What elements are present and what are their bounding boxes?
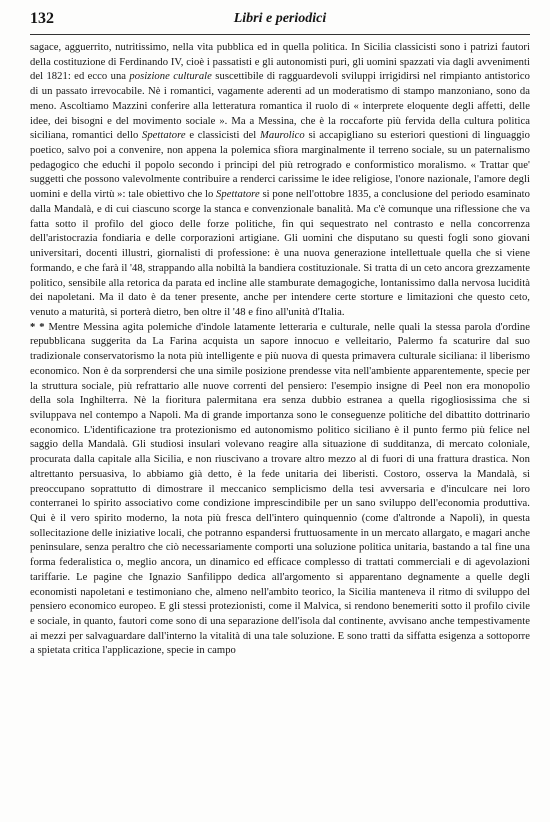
section-separator: * *	[30, 321, 49, 333]
text-run: sagace, agguerrito, nutritissimo, nella vita pubblica ed in quella politica. In Sicilia classicisti sono i patrizi fautori della costituzione di Ferdinando IV, cioè i passatisti e gli autonomisti puri, gli uomini spazzati via dagli avvenimenti del 1821: ed ecco una	[30, 42, 530, 83]
italic-text: Spettatore	[216, 189, 260, 201]
page-header	[30, 10, 530, 32]
paragraph	[30, 321, 530, 660]
italic-text: Spettatore	[141, 130, 186, 142]
running-title: Libri e periodici	[233, 11, 327, 26]
italic-text: posizione culturale	[129, 71, 212, 83]
paragraph	[30, 41, 530, 321]
header-rule	[30, 34, 530, 35]
body-text	[30, 41, 530, 659]
text-run: suscettibile di ragguardevoli sviluppi irrigidirsi nel rimpianto antistorico di un passato irrevocabile. Nè i romantici, vagamente aderenti ad un moderatismo di stampo manzoniano, sono da meno. Ascoltiamo Mazzini conferire alla letteratura romantica il ruolo di « interprete eloquente degli affetti, delle idee, dei bisogni e del movimento sociale ». Ma a Messina, che è la roccaforte più fervida della cultura politica siciliana, romantici dello	[30, 71, 530, 142]
text-run: si accapigliano su esteriori questioni di linguaggio poetico, salvo poi a convenire, non appena la polemica sfiora marginalmente il terreno sociale, su un paternalismo pedagogico che educhi il popolo secondo i principi del più retrogrado e conformistico moralismo. « Trattar que' suggetti che possono valevolmente contribuire a renderci carissime le idee religiose, l'onore nazionale, l'amore degli uomini e della virtù »: tale obiettivo che lo	[30, 130, 530, 201]
italic-text: Maurolico	[259, 130, 305, 142]
page-number: 132	[30, 10, 54, 27]
text-run: e classicisti del	[185, 130, 260, 142]
text-run: Mentre Messina agita polemiche d'indole latamente letteraria e culturale, nelle quali la stessa parola d'ordine repubblicana suggerita da La Farina acquista un sapore innocuo e velleitario, Palermo fa scaturire dal suo tradizionale conservatorismo la nota più intelligente e più nuova di questa primavera culturale siciliana: il liberismo economico. Non è da sorprendersi che una simile posizione prendesse vita nell'ambiente apparentemente, specie per la struttura sociale, più refrattario alle nuove correnti del pensiero: l'esempio insigne di Peel non era monopolio della sola Inghilterra. Nè la fioritura palermitana era senza dubbio estranea a quella rigogliosissima che si sviluppava nel contempo a Napoli. Ma di grande importanza sono le conseguenze politiche del dibattito dottrinario economico. L'identificazione tra protezionismo ed autonomismo politico siciliano è il punto fermo più felice nel saggio della Mandalà. Gli studiosi insulari volevano reagire alla situazione di sudditanza, di mercato coloniale, procurata dalla capitale alla Sicilia, e non riuscivano a trovare altro mezzo al di fuori di una frattura drastica. Non altrettanto persuasiva, lo abbiamo già detto, è la fede unitaria dei liberisti. Costoro, osserva la Mandalà, si preoccupano soprattutto di dimostrare il meccanico semplicismo della tesi avversaria e d'inculcare nei loro conterranei lo spirito associativo come condizione imprescindibile per un sano sviluppo dell'economia produttiva. Qui è il vero spirito moderno, la nota più fresca dell'intero quinquennio (come d'altronde a Napoli), in questa sollecitazione delle iniziative locali, che potranno espandersi fruttuosamente in un mercato allargato, e magari anche peninsulare, senza peraltro che ciò necessariamente comporti una soluzione politica unitaria, bastando a tal fine una forma federalistica o, meglio ancora, un dinamico ed efficace complesso di trattati commerciali e di agevolazioni tariffarie. Le pagine che Ignazio Sanfilippo dedica all'argomento si apparentano degnamente a quelle degli economisti napoletani e testimoniano che, almeno nell'ambito teorico, la Sicilia manteneva il ritmo di sviluppo del pensiero economico europeo. E gli stessi protezionisti, come il Malvica, si rendono benemeriti sotto il profilo civile e sociale, in quanto, fautori come sono di una separazione dell'isola dal continente, avvisano anche tempestivamente ai mezzi per salvaguardare dall'interno la vitalità di una tale soluzione. E sono tratti da siffatta esigenza a sottoporre a spietata critica l'applicazione, specie in campo	[30, 321, 530, 657]
text-run: si pone nell'ottobre 1835, a conclusione del periodo esaminato dalla Mandalà, e di cui ciascuno scorge la stanca e convenzionale banalità. Ma c'è comunque una riflessione che va fatta sotto il profilo del gioco delle forze politiche, fin qui sequestrato nel contrasto e nella concorrenza dell'aristocrazia fondiaria e delle corporazioni artigiane. Gli uomini che disputano su questi fogli sono giovani universitari, docenti illustri, giornalisti di professione: è una nuova generazione intellettuale quella che si viene formando, e che farà il '48, strappando alla nobiltà la bandiera costituzionale. Si tratta di un ceto ancora grezzamente politico, sensibile alla retorica da parata ed incline alle stamburate demagogiche, lontanissimo dalla nervosa lucidità dei napoletani. Ma il dato è da tener presente, anche per intendere certe storture e limitazioni che questo ceto, venuto a maturità, si porterà dietro, ben oltre il '48 e fino all'unità d'Italia.	[30, 189, 531, 318]
